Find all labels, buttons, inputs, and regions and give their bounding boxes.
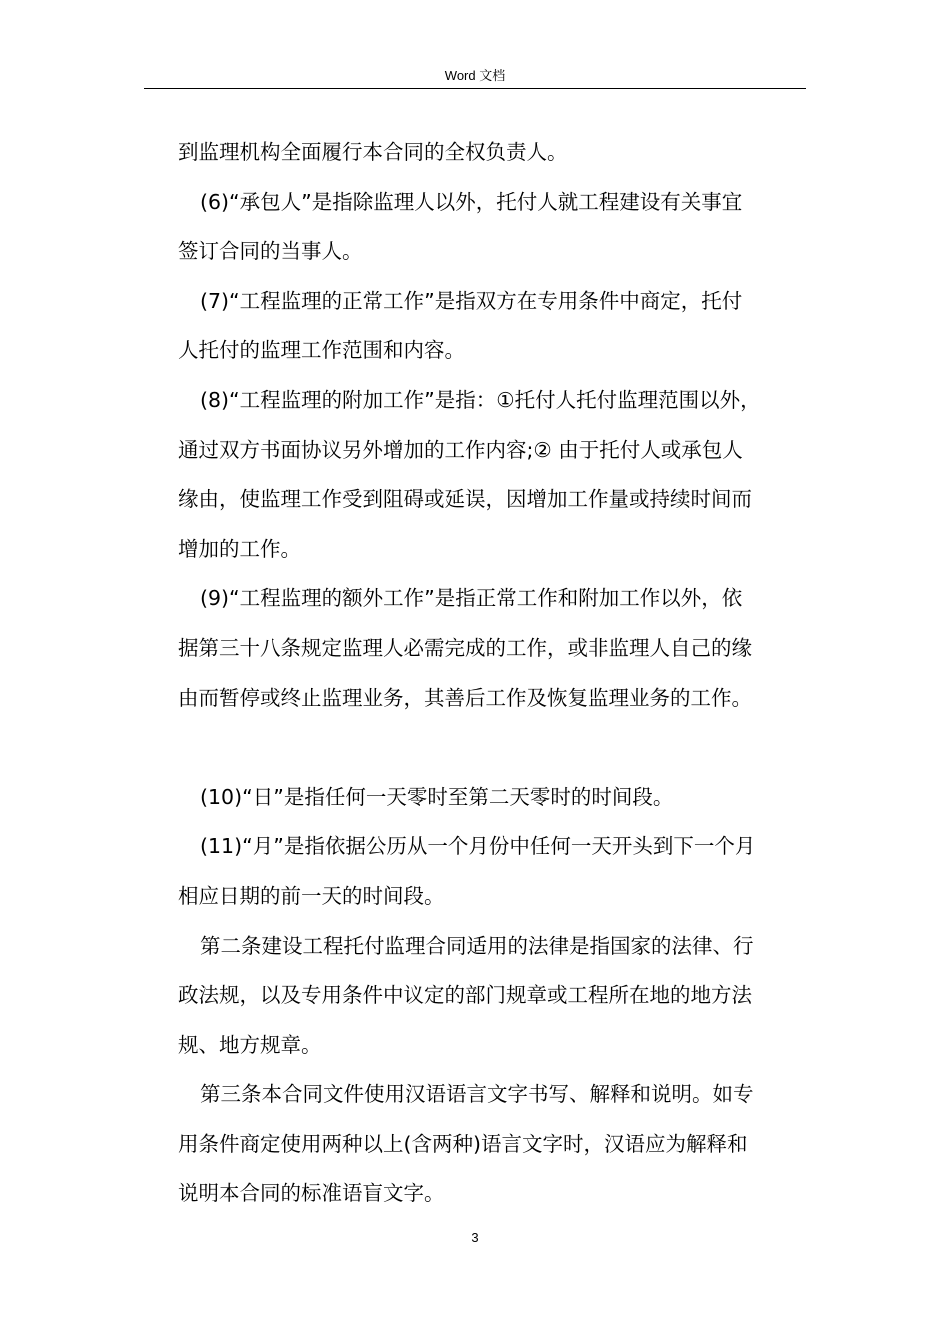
text-line: 第二条建设工程托付监理合同适用的法律是指国家的法律、行 xyxy=(200,933,754,958)
text-line: 由而暂停或终止监理业务，其善后工作及恢复监理业务的工作。 xyxy=(178,685,752,710)
page-number: 3 xyxy=(471,1230,479,1245)
text-line: 缘由，使监理工作受到阻碍或延误，因增加工作量或持续时间而 xyxy=(178,487,752,512)
text-line: 第三条本合同文件使用汉语语言文字书写、解释和说明。如专 xyxy=(200,1082,754,1107)
paragraph-article-3 xyxy=(178,1070,806,1219)
text-line: (10)“日”是指任何一天零时至第二天零时的时间段。 xyxy=(200,784,674,809)
page-header: Word 文档 xyxy=(444,68,506,83)
paragraph-definition-9 xyxy=(178,574,806,723)
paragraph-article-2 xyxy=(178,922,806,1071)
paragraph-5-end xyxy=(178,128,806,178)
header-divider xyxy=(144,88,806,89)
text-line: 签订合同的当事人。 xyxy=(178,239,363,264)
text-line: 政法规，以及专用条件中议定的部门规章或工程所在地的地方法 xyxy=(178,983,752,1008)
text-line: 增加的工作。 xyxy=(178,536,301,561)
paragraph-definition-11 xyxy=(178,822,806,921)
text-line: 用条件商定使用两种以上(含两种)语言文字时，汉语应为解释和 xyxy=(178,1131,748,1156)
text-line: (9)“工程监理的额外工作”是指正常工作和附加工作以外，依 xyxy=(200,586,743,611)
paragraph-definition-6 xyxy=(178,178,806,277)
text-line: 通过双方书面协议另外增加的工作内容;② 由于托付人或承包人 xyxy=(178,437,743,462)
paragraph-definition-7 xyxy=(178,277,806,376)
text-line: 规、地方规章。 xyxy=(178,1032,322,1057)
paragraph-definition-8 xyxy=(178,376,806,574)
text-line: (8)“工程监理的附加工作”是指：①托付人托付监理范围以外， xyxy=(200,387,761,412)
text-line: (7)“工程监理的正常工作”是指双方在专用条件中商定，托付 xyxy=(200,288,743,313)
paragraph-definition-10 xyxy=(178,773,806,823)
text-line: (11)“月”是指依据公历从一个月份中任何一天开头到下一个月 xyxy=(200,834,756,859)
text-line: 相应日期的前一天的时间段。 xyxy=(178,883,445,908)
text-line: 人托付的监理工作范围和内容。 xyxy=(178,338,465,363)
document-body xyxy=(178,128,806,1219)
blank-line xyxy=(178,723,806,773)
text-line: 说明本合同的标准语盲文字。 xyxy=(178,1181,445,1206)
text-line: (6)“承包人”是指除监理人以外，托付人就工程建设有关事宜 xyxy=(200,189,743,214)
text-line: 据第三十八条规定监理人必需完成的工作，或非监理人自己的缘 xyxy=(178,635,752,660)
text-line: 到监理机构全面履行本合同的全权负责人。 xyxy=(178,140,568,164)
